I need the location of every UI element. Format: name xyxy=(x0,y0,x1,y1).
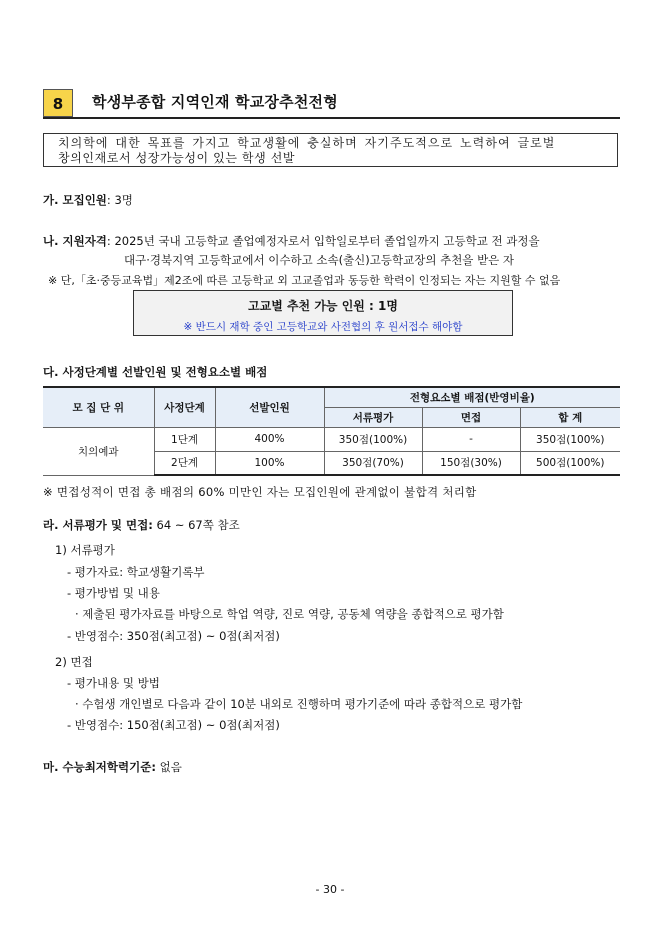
table-row xyxy=(43,427,620,451)
cell-total: 350점(100%) xyxy=(520,427,620,451)
recommend-title: 고교별 추천 가능 인원 : 1명 xyxy=(248,299,398,313)
intro-line-2: 창의인재로서 성장가능성이 있는 학생 선발 xyxy=(58,151,296,165)
cell-unit: 치의예과 xyxy=(43,427,154,475)
header-doc: 서류평가 xyxy=(324,407,422,427)
minimum-value: 없음 xyxy=(159,760,182,774)
interview-score: - 반영점수: 150점(최고점) ~ 0점(최저점) xyxy=(67,718,280,732)
doc-eval-method-detail: · 제출된 평가자료를 바탕으로 학업 역량, 진로 역량, 공동체 역량을 종합적으로 평가함 xyxy=(75,607,504,621)
qualification-text-1: : 2025년 국내 고등학교 졸업예정자로서 입학일로부터 졸업일까지 고등학교 전 과정을 xyxy=(106,234,540,248)
qualification-line-2: 대구·경북지역 고등학교에서 이수하고 소속(출신)고등학교장의 추천을 받은 자 xyxy=(124,253,515,267)
minimum-colon: : xyxy=(151,760,156,774)
cell-ratio: 100% xyxy=(215,451,324,475)
header-total: 합 계 xyxy=(520,407,620,427)
qualification-label: 나. 지원자격 xyxy=(43,234,107,248)
doc-eval-material: - 평가자료: 학교생활기록부 xyxy=(67,565,205,579)
selection-table xyxy=(43,386,620,476)
minimum-line xyxy=(43,759,182,775)
header-score-group: 전형요소별 배점(반영비율) xyxy=(324,387,620,407)
evaluation-label: 라. 서류평가 및 면접 xyxy=(43,518,149,532)
header-ratio: 선발인원 xyxy=(215,387,324,427)
cell-doc: 350점(70%) xyxy=(324,451,422,475)
recruit-line xyxy=(43,192,133,208)
recommend-note: ※ 반드시 재학 중인 고등학교와 사전협의 후 원서접수 해야함 xyxy=(183,321,463,333)
doc-eval-title: 1) 서류평가 xyxy=(55,543,115,557)
cell-ratio: 400% xyxy=(215,427,324,451)
recruit-label: 가. 모집인원 xyxy=(43,193,107,207)
doc-eval-score: - 반영점수: 350점(최고점) ~ 0점(최저점) xyxy=(67,629,280,643)
cell-interview: - xyxy=(422,427,520,451)
cell-doc: 350점(100%) xyxy=(324,427,422,451)
section-title: 학생부종합 지역인재 학교장추천전형 xyxy=(92,93,338,111)
page-number: - 30 - xyxy=(315,883,345,896)
interview-title: 2) 면접 xyxy=(55,655,93,669)
interview-method: - 평가내용 및 방법 xyxy=(67,676,160,690)
cell-stage: 2단계 xyxy=(154,451,215,475)
qualification-line-1 xyxy=(43,233,540,249)
qualification-note: ※ 단,「초·중등교육법」제2조에 따른 고등학교 외 고교졸업과 동등한 학력이 인정되는 자는 지원할 수 없음 xyxy=(48,274,561,287)
table-note: ※ 면접성적이 면접 총 배점의 60% 미만인 자는 모집인원에 관계없이 불합격 처리함 xyxy=(43,485,477,499)
recommend-box xyxy=(133,290,513,336)
doc-eval-method: - 평가방법 및 내용 xyxy=(67,586,160,600)
cell-stage: 1단계 xyxy=(154,427,215,451)
minimum-label: 마. 수능최저학력기준 xyxy=(43,760,152,774)
header-stage: 사정단계 xyxy=(154,387,215,427)
table-heading: 다. 사정단계별 선발인원 및 전형요소별 배점 xyxy=(43,365,268,379)
intro-box xyxy=(43,133,618,167)
cell-total: 500점(100%) xyxy=(520,451,620,475)
evaluation-line xyxy=(43,517,240,533)
section-underline xyxy=(43,117,620,119)
evaluation-ref: 64 ~ 67쪽 참조 xyxy=(156,518,240,532)
section-number: 8 xyxy=(43,89,73,117)
recruit-colon: : xyxy=(106,193,111,207)
intro-line-1: 치의학에 대한 목표를 가지고 학교생활에 충실하며 자기주도적으로 노력하여 글로벌 xyxy=(58,136,556,150)
cell-interview: 150점(30%) xyxy=(422,451,520,475)
evaluation-colon: : xyxy=(148,518,153,532)
header-interview: 면접 xyxy=(422,407,520,427)
interview-method-detail: · 수험생 개인별로 다음과 같이 10분 내외로 진행하며 평가기준에 따라 종합적으로 평가함 xyxy=(75,697,523,711)
recruit-value: 3명 xyxy=(114,193,133,207)
header-unit: 모 집 단 위 xyxy=(43,387,154,427)
